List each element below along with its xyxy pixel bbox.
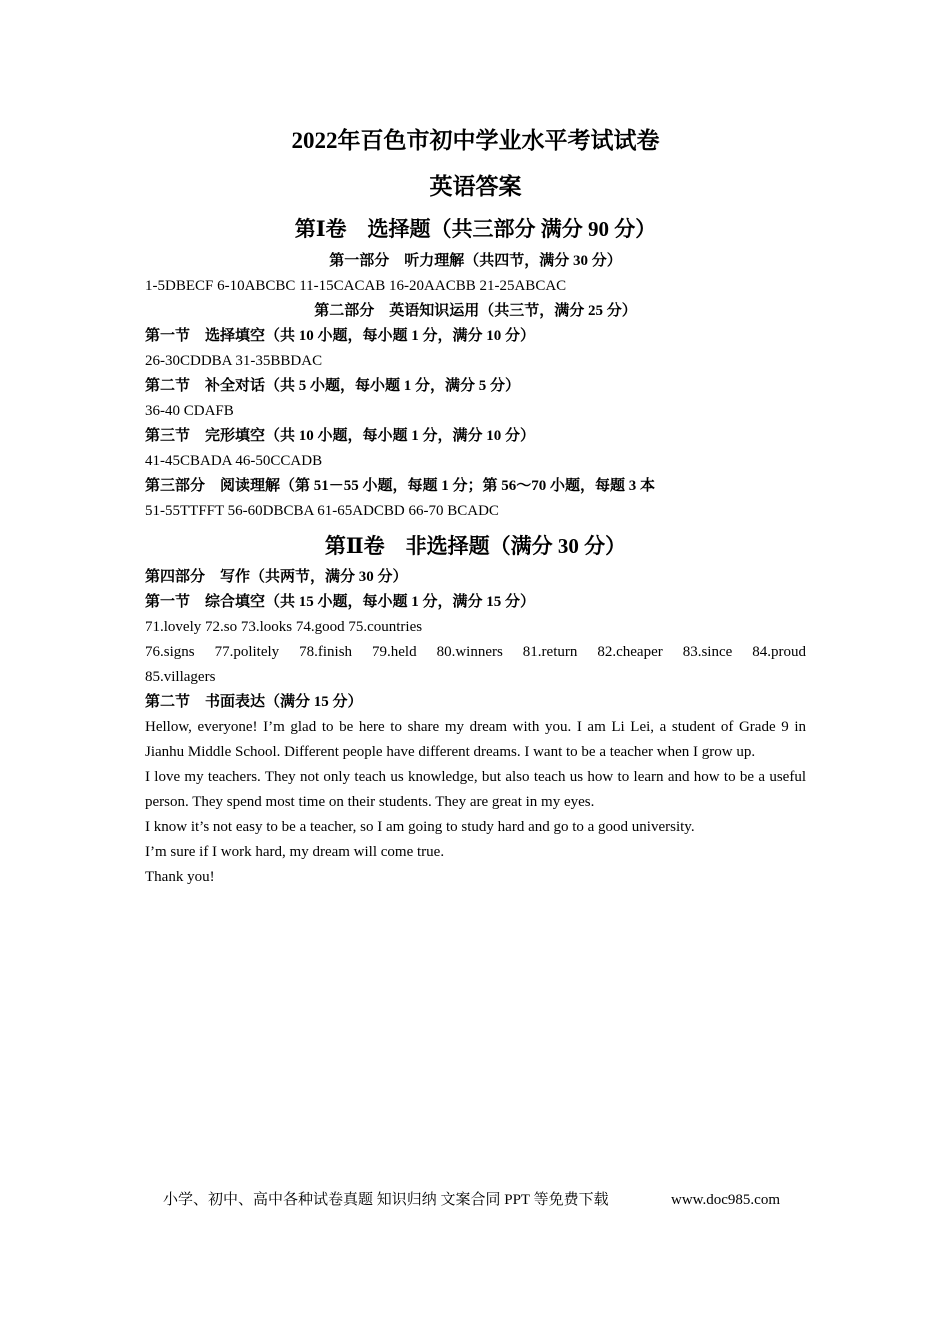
essay-paragraph: I love my teachers. They not only teach us knowledge, but also teach us how to learn and how to be a useful person. They spend most time on their students. They are great in my eyes. bbox=[145, 769, 806, 810]
part4-section1-answers-line1: 71.lovely 72.so 73.looks 74.good 75.countries bbox=[145, 619, 423, 635]
part1-answers: 1-5DBECF 6-10ABCBC 11-15CACAB 16-20AACBB 21-25ABCAC bbox=[145, 278, 567, 294]
essay-paragraph: Thank you! bbox=[145, 869, 215, 885]
part4-heading: 第四部分 写作（共两节，满分 30 分） bbox=[145, 569, 408, 585]
part1-heading: 第一部分 听力理解（共四节，满分 30 分） bbox=[329, 253, 622, 269]
volume1-title: 第Ⅰ卷 选择题（共三部分 满分 90 分） bbox=[294, 217, 657, 241]
part2-section2-answers: 36-40 CDAFB bbox=[145, 403, 234, 419]
essay-paragraph: I’m sure if I work hard, my dream will come true. bbox=[145, 844, 445, 860]
footer-note: 小学、初中、高中各种试卷真题 知识归纳 文案合同 PPT 等免费下载 bbox=[163, 1192, 609, 1208]
essay-paragraph: I know it’s not easy to be a teacher, so I am going to study hard and go to a good university. bbox=[145, 819, 695, 835]
document-content bbox=[145, 124, 806, 890]
part4-section1-answers-line3: 85.villagers bbox=[145, 669, 216, 685]
part4-section1-answers-line2: 76.signs 77.politely 78.finish 79.held 80.winners 81.return 82.cheaper 83.since 84.proud bbox=[145, 644, 806, 660]
part2-section2-heading: 第二节 补全对话（共 5 小题，每小题 1 分，满分 5 分） bbox=[145, 378, 521, 394]
document-subtitle: 英语答案 bbox=[429, 174, 522, 199]
part2-section3-heading: 第三节 完形填空（共 10 小题，每小题 1 分，满分 10 分） bbox=[145, 428, 536, 444]
volume2-title: 第Ⅱ卷 非选择题（满分 30 分） bbox=[324, 534, 627, 558]
part2-section1-answers: 26-30CDDBA 31-35BBDAC bbox=[145, 353, 323, 369]
part3-heading: 第三部分 阅读理解（第 51－55 小题，每题 1 分；第 56～70 小题，每题 3 本 bbox=[145, 478, 656, 494]
part4-section1-heading: 第一节 综合填空（共 15 小题，每小题 1 分，满分 15 分） bbox=[145, 594, 536, 610]
part2-section3-answers: 41-45CBADA 46-50CCADB bbox=[145, 453, 323, 469]
essay-paragraph: Hellow, everyone! I’m glad to be here to share my dream with you. I am Li Lei, a student of Grade 9 in Jianhu Middle School. Different people have different dreams. I want to be a teacher when I grow up. bbox=[145, 719, 806, 760]
part2-heading: 第二部分 英语知识运用（共三节，满分 25 分） bbox=[314, 303, 637, 319]
part4-section2-heading: 第二节 书面表达（满分 15 分） bbox=[145, 694, 363, 710]
footer-website-link[interactable]: www.doc985.com bbox=[671, 1192, 781, 1208]
part3-answers: 51-55TTFFT 56-60DBCBA 61-65ADCBD 66-70 BCADC bbox=[145, 503, 499, 519]
document-title: 2022年百色市初中学业水平考试试卷 bbox=[291, 128, 660, 153]
part2-section1-heading: 第一节 选择填空（共 10 小题，每小题 1 分，满分 10 分） bbox=[145, 328, 536, 344]
